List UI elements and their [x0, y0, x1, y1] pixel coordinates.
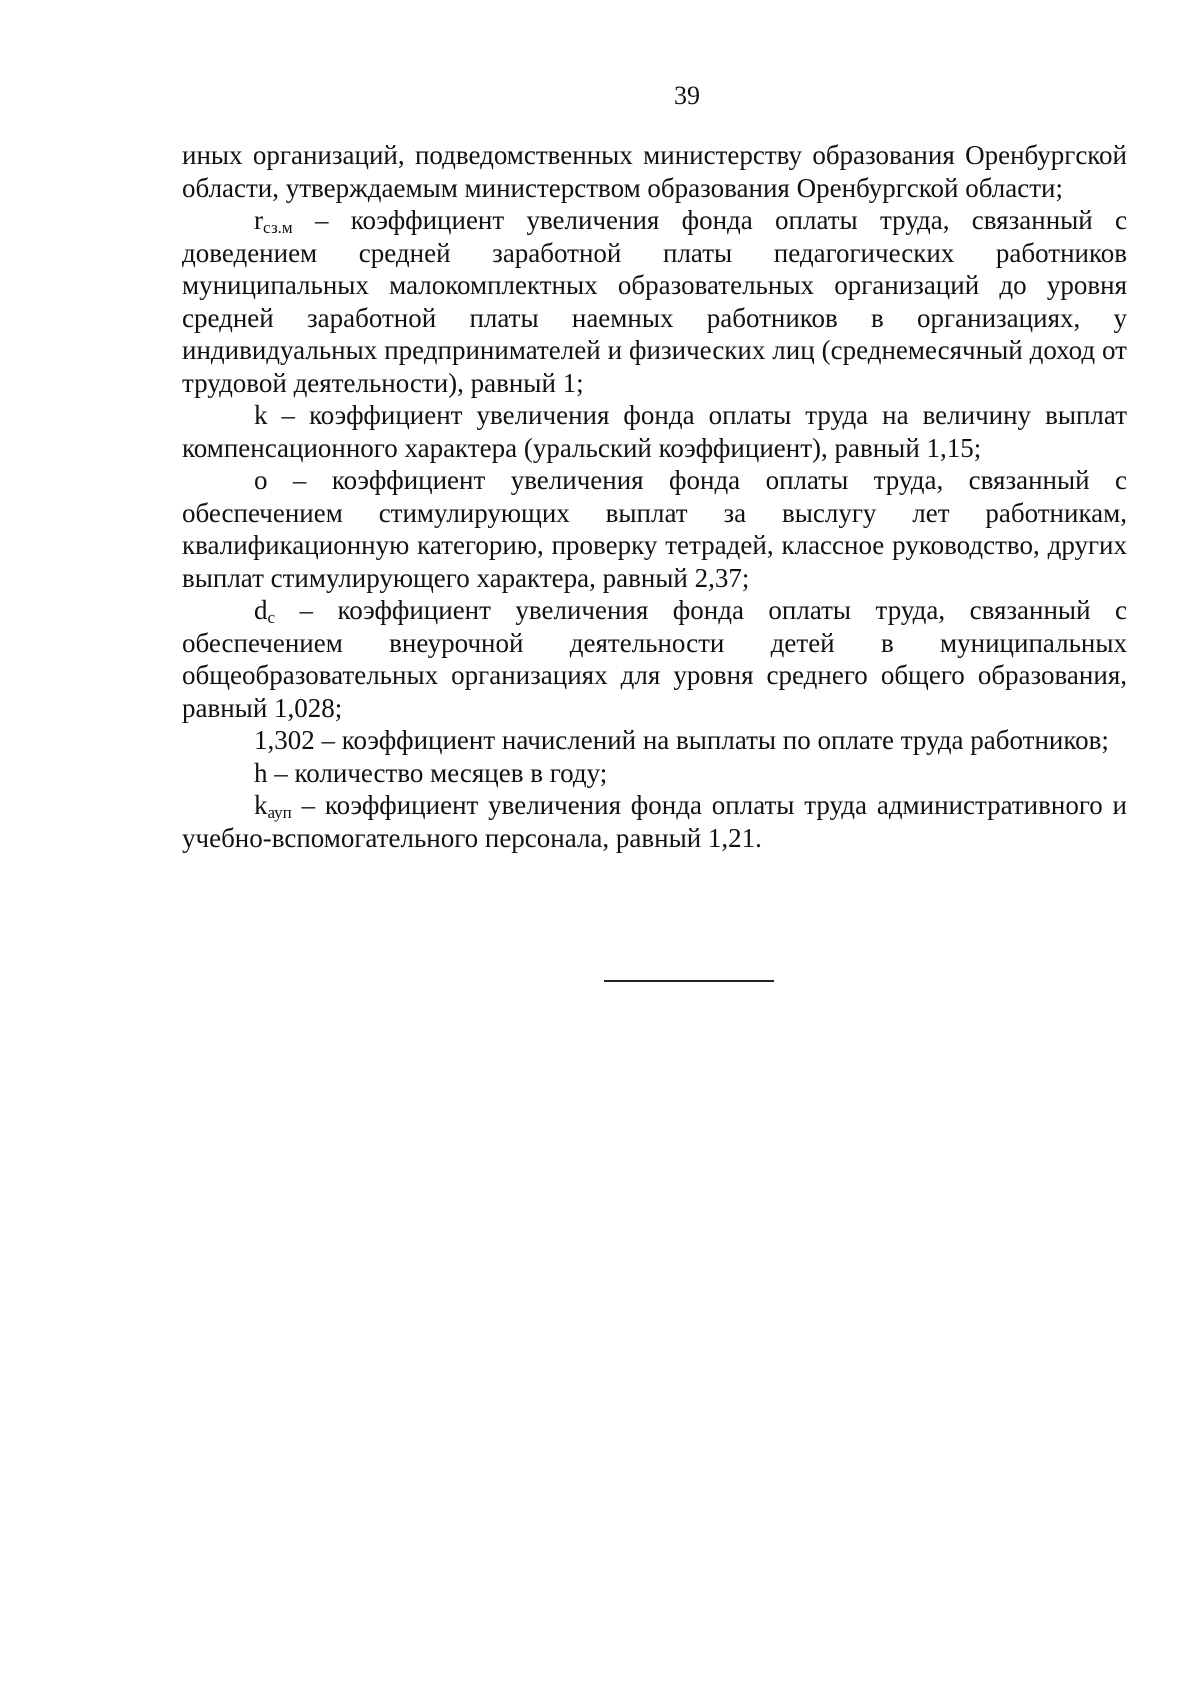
coefficient-symbol — [254, 790, 292, 820]
symbol-base: d — [254, 595, 268, 625]
document-body — [182, 139, 1127, 854]
page-number: 39 — [674, 81, 700, 110]
paragraph-text: иных организаций, подведомственных министерству образования Оренбургской области, утверждаемым министерством образования Оренбургской области; — [182, 140, 1127, 203]
symbol-base: o — [254, 465, 268, 495]
paragraph-text: – коэффициент увеличения фонда оплаты труда, связанный с доведением средней заработной платы педагогических работников муниципальных малокомплектных образовательных организаций до уровня средней заработной платы наемных работников в организациях, у индивидуальных предпринимателей и физических лиц (среднемесячный доход от трудовой деятельности), равный 1; — [182, 205, 1127, 398]
paragraph-text: – коэффициент увеличения фонда оплаты труда, связанный с обеспечением стимулирующих выплат за выслугу лет работникам, квалификационную категорию, проверку тетрадей, классное руководство, других выплат стимулирующего характера, равный 2,37; — [182, 465, 1127, 593]
paragraph-r-sz-m — [182, 204, 1127, 399]
paragraph-text: – коэффициент увеличения фонда оплаты труда административного и учебно-вспомогательного персонала, равный 1,21. — [182, 790, 1127, 853]
symbol-base: k — [254, 400, 268, 430]
paragraph-d-c — [182, 594, 1127, 724]
symbol-subscript: c — [267, 608, 276, 627]
symbol-base: 1,302 — [254, 725, 315, 755]
symbol-subscript: ауп — [267, 803, 292, 822]
coefficient-symbol — [254, 205, 293, 235]
coefficient-symbol — [254, 400, 268, 430]
paragraph-h — [182, 757, 1127, 790]
paragraph-text: – коэффициент увеличения фонда оплаты труда, связанный с обеспечением внеурочной деятельности детей в муниципальных общеобразовательных организациях для уровня среднего общего образования, равный 1,028; — [182, 595, 1127, 723]
paragraph-continuation — [182, 139, 1127, 204]
end-of-text-rule — [604, 980, 774, 982]
symbol-subscript: сз.м — [263, 218, 293, 237]
paragraph-k-aup — [182, 789, 1127, 854]
paragraph-o — [182, 464, 1127, 594]
coefficient-symbol — [254, 725, 315, 755]
coefficient-symbol — [254, 595, 275, 625]
symbol-base: h — [254, 757, 268, 788]
paragraph-text: – количество месяцев в году; — [267, 757, 608, 788]
paragraph-1302 — [182, 724, 1127, 757]
symbol-base: k — [254, 790, 268, 820]
coefficient-symbol — [254, 758, 268, 788]
paragraph-text: – коэффициент начислений на выплаты по оплате труда работников; — [314, 725, 1109, 755]
coefficient-symbol — [254, 465, 268, 495]
paragraph-k — [182, 399, 1127, 464]
paragraph-text: – коэффициент увеличения фонда оплаты труда на величину выплат компенсационного характера (уральский коэффициент), равный 1,15; — [182, 400, 1127, 463]
symbol-base: r — [254, 205, 263, 235]
